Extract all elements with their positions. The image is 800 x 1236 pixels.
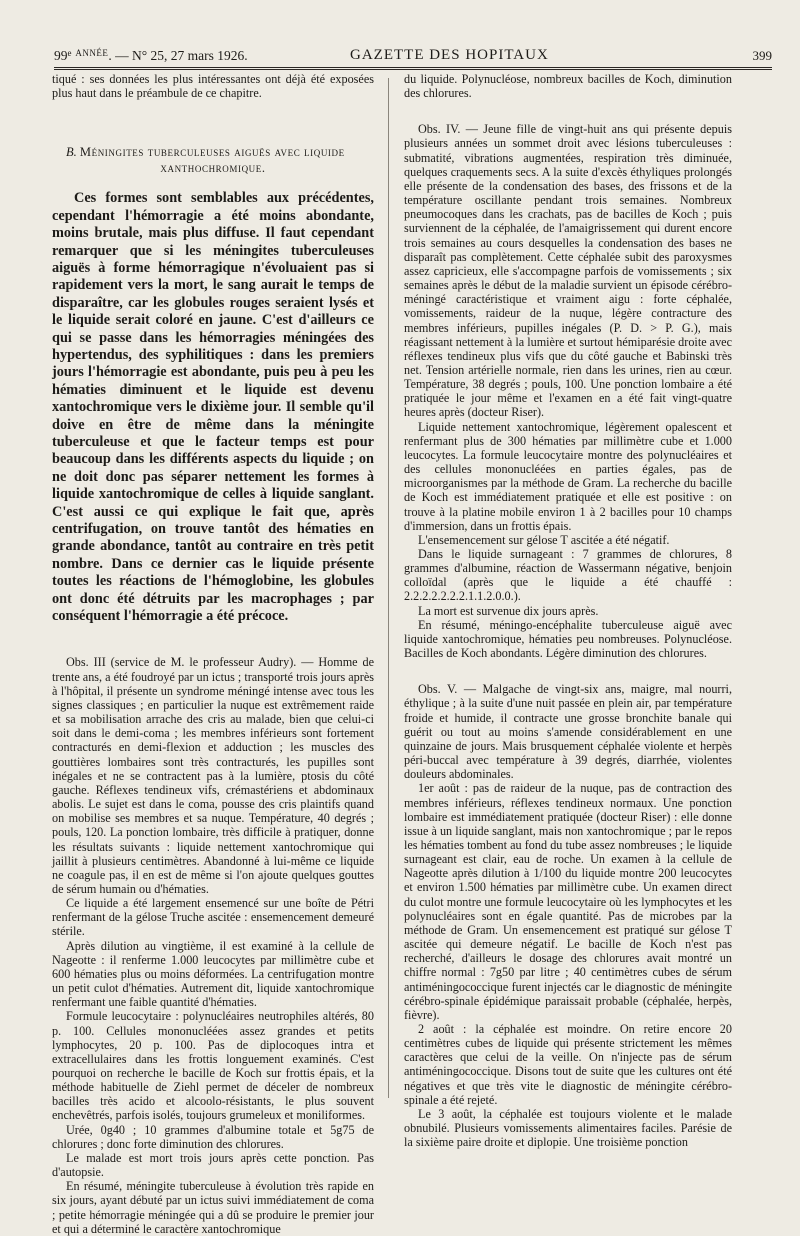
observation-5 [404, 682, 732, 1149]
main-paragraph-block [52, 190, 374, 625]
obs3-paragraph-7: En résumé, méningite tuberculeuse à évolution très rapide en six jours, ayant débuté par un ictus suivi immédiatement de coma ; petite hémorragie méningée qui a dû se produire le premier jour et qui a déterminé le caractère xantochromique [52, 1179, 374, 1236]
obs4-paragraph-4: Dans le liquide surnageant : 7 grammes de chlorures, 8 grammes d'albumine, réaction de Wassermann négative, benjoin colloïdal (après que le liquide a été chauffé : 2.2.2.2.2.2.2.1.1.2.0.0.). [404, 547, 732, 604]
obs3-paragraph-4: Formule leucocytaire : polynucléaires neutrophiles altérés, 80 p. 100. Cellules mononucléées assez grandes et petits lymphocytes, 20 p. 100. Pas de diplocoques intra et extracellulaires dans les frottis longuement examinés. C'est pourquoi on recherche le bacille de Koch sur frottis épais, et la méthode habituelle de Ziehl permet de déceler de nombreux bacilles très acido et alcoolo-résistants, le plus souvent enchevêtrés, parfois isolés, toujours grumeleux et moniliformes. [52, 1009, 374, 1123]
observation-3 [52, 655, 374, 1235]
left-column [52, 72, 374, 1236]
obs3-paragraph-2: Ce liquide a été largement ensemencé sur une boîte de Pétri renfermant de la gélose Truche ascitée : ensemencement demeuré stérile. [52, 896, 374, 939]
obs4-paragraph-1: Obs. IV. — Jeune fille de vingt-huit ans qui présente depuis plusieurs années un sommet droit avec lésions tuberculeuses : submatité, vibrations augmentées, respiration très diminuée, quelques craquements secs. A la suite d'excès éthyliques prolongés elle présente de la condensation des bases, des frissons et de la température oscillante pendant trois semaines. Nombreux pneumocoques dans les crachats, pas de bacilles de Koch ; puis surviennent de la céphalée, de l'amaigrissement qui durent encore trois semaines au cours desquelles la condensation des bases ne disparaît pas complètement. Cette céphalée subit des paroxysmes assez capricieux, elle s'accompagne parfois de vomissements ; six semaines après le début de la maladie survient un épisode cérébro-méningé caractéristique et vraiment aigu : forte céphalée, vomissements, raideur de la nuque, légère contracture des membres inférieurs, pupilles inégales (P. D. > P. G.), mais réagissant nettement à la lumière et surtout hémiparésie droite avec réflexes tendineux plus vifs que du côté gauche et Babinski très net. Tension artérielle normale, rien dans les urines, rien au cœur. Température, 38 degrés ; pouls, 100. Une ponction lombaire a été pratiquée le jour même et l'examen en a été fait vingt-quatre heures après (docteur Riser). [404, 122, 732, 420]
right-column [404, 72, 732, 1149]
obs5-paragraph-4: Le 3 août, la céphalée est toujours violente et le malade obnubilé. Plusieurs vomissements alimentaires faciles. Parésie de la sixième paire droite et diplopie. Une troisième ponction [404, 1106, 732, 1150]
issue-word: ANNÉE [75, 48, 109, 58]
obs5-paragraph-1: Obs. V. — Malgache de vingt-six ans, maigre, mal nourri, éthylique ; à la suite d'une nuit passée en plein air, par température froide et humide, il contracte une grosse bronchite banale qui guérit ou tout au moins s'amende considérablement en une quinzaine de jours. Mais brusquement céphalée violente et herpès péri-buccal avec température à 39 degrés, diarrhée, violentes douleurs abdominales. [404, 682, 732, 782]
journal-title: GAZETTE DES HOPITAUX [350, 47, 549, 63]
issue-info [54, 48, 248, 64]
page-header [54, 38, 772, 70]
issue-sup: e [67, 48, 72, 58]
obs3-paragraph-3: Après dilution au vingtième, il est examiné à la cellule de Nageotte : il renferme 1.000 leucocytes par millimètre cube et 600 hématies plus ou moins déformées. La centrifugation montre un petit culot d'hématies. Autrement dit, liquide xantochromique renfermant une faible quantité d'hématies. [52, 938, 374, 1010]
continued-text: du liquide. Polynucléose, nombreux bacilles de Koch, diminution des chlorures. [404, 72, 732, 101]
obs5-paragraph-2: 1er août : pas de raideur de la nuque, pas de contraction des membres inférieurs, réflexes tendineux normaux. Une ponction lombaire est immédiatement pratiquée (docteur Riser) : elle donne issue à un liquide sanglant, mais non xantochromique ; par le repos les hématies tombent au fond du tube assez nombreuses ; le liquide surnageant est clair, eau de roche. Un examen à la cellule de Nageotte après dilution à 1/100 du liquide montre 200 leucocytes et environ 1.500 hématies par millimètre cube. Un examen direct du culot montre une formule leucocytaire où les lymphocytes et les polynucléaires sont en égale quantité. Pas de microbes par la méthode de Gram. Un ensemencement est pratiqué sur gélose T ascitée qui demeure négatif. Le bacille de Koch n'est pas recherché, d'ailleurs le dosage des chlorures avait montré un chiffre normal : 7g50 par litre ; 40 centimètres cubes de sérum antiméningococcique furent injectés car le diagnostic de méningite cérébro-spinale épidémique paraissait probable (céphalée, herpès, fièvre). [404, 781, 732, 1022]
page-number: 399 [752, 48, 772, 63]
column-divider [388, 78, 389, 1098]
obs4-paragraph-2: Liquide nettement xantochromique, légèrement opalescent et renfermant plus de 300 hématies par millimètre cube et 1.000 leucocytes. La formule leucocytaire montre des polynucléaires et des cellules mononucléées en parties égales, pas de microorganismes par la méthode de Gram. La recherche du bacille de Koch est immédiatement pratiquée et elle est positive : on trouve à la platine mobile environ 1 à 2 bacilles pour 10 champs d'immersion, dans un frottis épais. [404, 419, 732, 533]
observation-4 [404, 122, 732, 660]
intro-text: tiqué : ses données les plus intéressantes ont déjà été exposées plus haut dans le préambule de ce chapitre. [52, 72, 374, 101]
obs5-paragraph-3: 2 août : la céphalée est moindre. On retire encore 20 centimètres cubes de liquide qui présente strictement les mêmes caractères que celui de la veille. On n'injecte pas de sérum antiméningococcique. Disons tout de suite que les cultures ont été négatives et que très vite le diagnostic de méningite cérébro-spinale a été rejeté. [404, 1022, 732, 1107]
obs3-paragraph-6: Le malade est mort trois jours après cette ponction. Pas d'autopsie. [52, 1150, 374, 1180]
obs4-paragraph-6: En résumé, méningo-encéphalite tuberculeuse aiguë avec liquide xantochromique, hématies peu nombreuses. Polynucléose. Bacilles de Koch abondants. Légère diminution des chlorures. [404, 617, 732, 661]
obs3-paragraph-5: Urée, 0g40 ; 10 grammes d'albumine totale et 5g75 de chlorures ; donc forte diminution des chlorures. [52, 1122, 374, 1151]
obs4-paragraph-5: La mort est survenue dix jours après. [418, 603, 599, 618]
issue-number: 99 [54, 48, 68, 63]
section-title-line-2: xanthochromique. [160, 161, 266, 176]
obs3-paragraph-1: Obs. III (service de M. le professeur Audry). — Homme de trente ans, a été foudroyé par un ictus ; transporté trois jours après à l'hôpital, il présente un syndrome méningé intense avec tous les signes classiques ; en particulier la nuque est extrêmement raide et sa mobilisation arrache des cris au malade, bien que celui-ci soit dans le demi-coma ; les membres inférieurs sont fortement contracturés en demi-flexion et adduction ; les muscles des gouttières lombaires sont très contracturés, les pupilles sont inégales et ne se contractent pas à la lumière, ptosis du côté gauche. Réflexes tendineux vifs, crémastériens et abdominaux abolis. Le sujet est dans le coma, pousse des cris plaintifs quand on mobilise ses membres et sa nuque. Température, 40 degrés ; pouls, 120. La ponction lombaire, très difficile à pratiquer, donne les résultats suivants : liquide nettement xantochromique qui jaillit à plusieurs centimètres. Abandonné à lui-même ce liquide ne coagule pas, il en est de même si l'on ajoute quelques gouttes de sérum humain ou d'hématies. [52, 655, 374, 896]
section-heading [52, 144, 374, 176]
section-title-line-1: Méningites tuberculeuses aiguës avec liquide [79, 145, 345, 160]
main-paragraph: Ces formes sont semblables aux précédentes, cependant l'hémorragie a été moins abondante, moins brutale, mais plus diffuse. Il faut cependant remarquer que si les méningites tuberculeuses aiguës à forme hémorragique n'évoluaient pas si rapidement vers la mort, le sang aurait le temps de disparaître, car les globules rouges seraient lysés et le liquide serait coloré en jaune. C'est d'ailleurs ce qui se passe dans les hémorragies méningées des hypertendus, des syphilitiques : dans les premiers jours l'hémorragie est abondante, puis peu à peu les hématies diminuent et le liquide est devenu xantochromique vers le dixième jour. Il semble qu'il doive en être de même dans la méningite tuberculeuse et que le facteur temps est pour beaucoup dans les différents aspects du liquide ; on ne doit donc pas séparer nettement les formes à liquide xantochromique de celles à liquide sanglant. C'est aussi ce qui explique le fait que, après centrifugation, on trouve tantôt des hématies en grande abondance, tantôt au contraire en très petit nombre. Dans ce dernier cas le liquide présente toutes les réactions de l'hémoglobine, les globules ont donc été détruits par les macrophages ; par conséquent l'hémorragie a été précoce. [52, 190, 374, 625]
section-letter: B. [66, 145, 77, 160]
issue-date: . — N° 25, 27 mars 1926. [108, 48, 248, 63]
obs4-paragraph-3: L'ensemencement sur gélose T ascitée a été négatif. [418, 532, 670, 547]
